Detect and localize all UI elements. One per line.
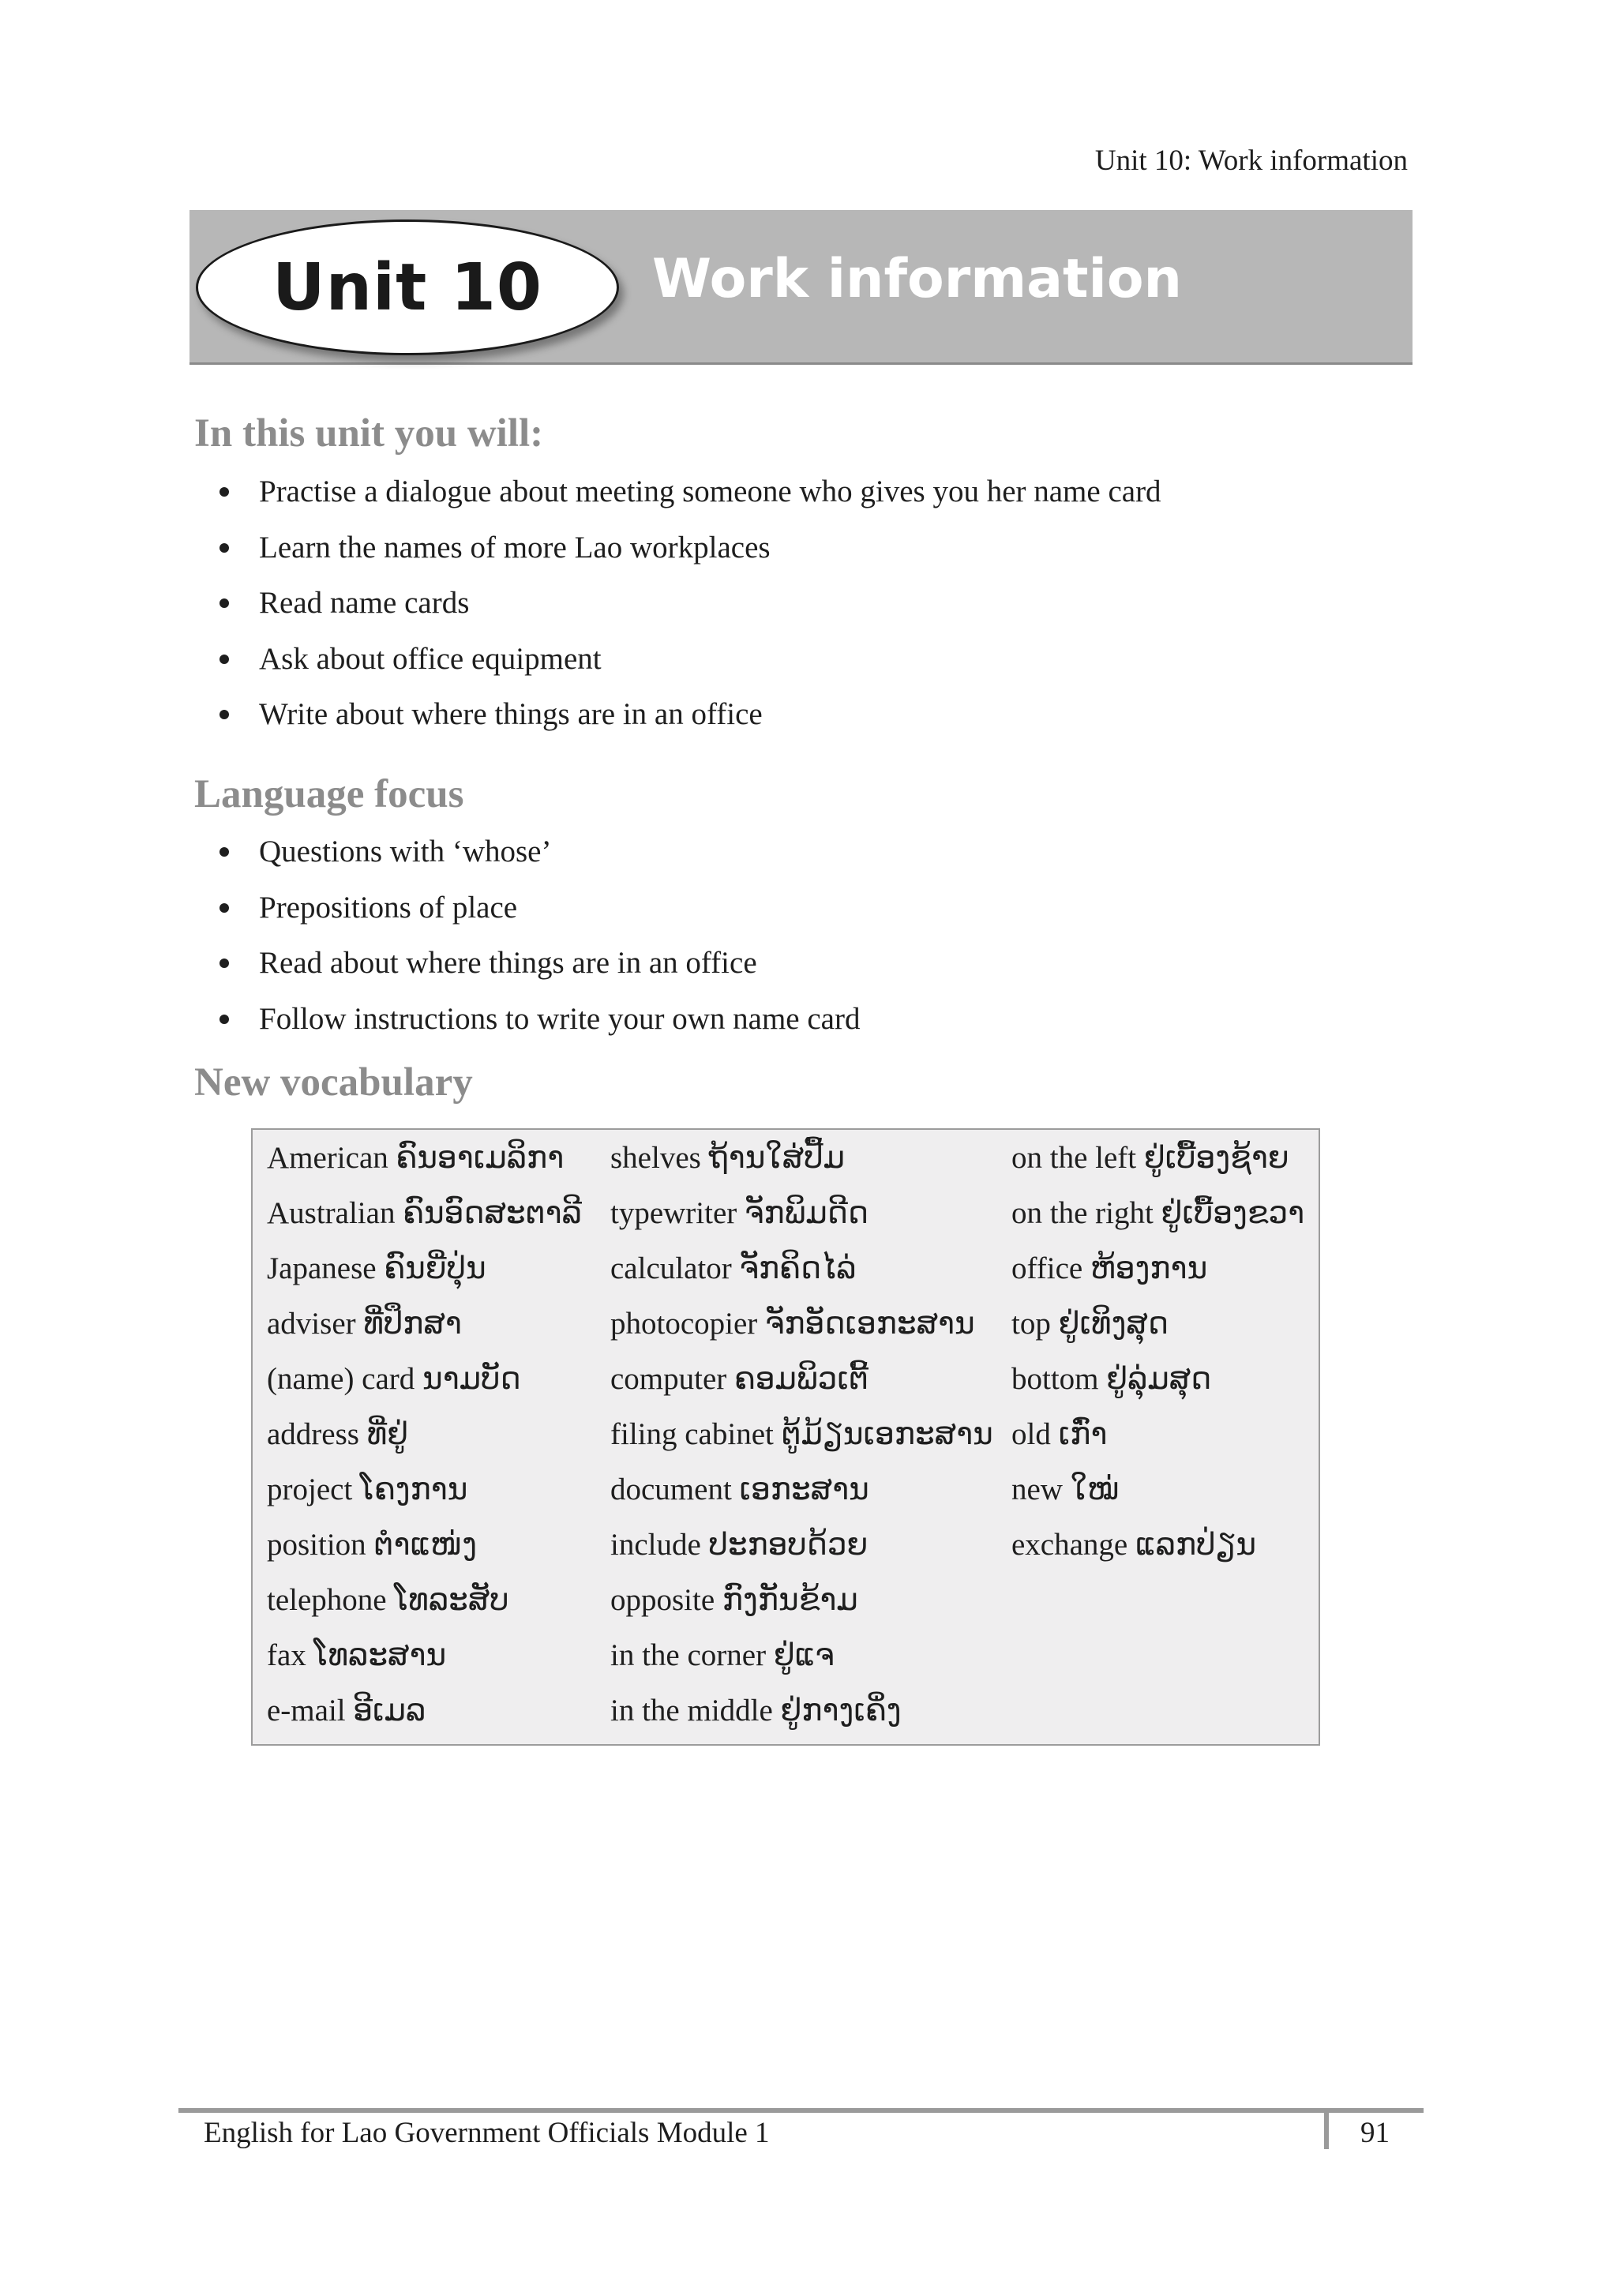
vocab-item: new ໃໝ່	[1011, 1473, 1120, 1506]
vocab-item: fax ໂທລະສານ	[267, 1638, 447, 1672]
vocab-item: in the corner ຢູ່ແຈ	[610, 1638, 835, 1672]
vocab-item: shelves ຖ້ານໃສ່ປື້ມ	[610, 1141, 845, 1175]
vocab-item: on the left ຢູ່ເບື້ອງຊ້າຍ	[1011, 1141, 1289, 1175]
vocab-item: on the right ຢູ່ເບື້ອງຂວາ	[1011, 1196, 1305, 1230]
page-number: 91	[1360, 2117, 1390, 2149]
unit-number: Unit 10	[272, 249, 542, 325]
vocab-item: project ໂຄງການ	[267, 1473, 468, 1506]
list-item: Read name cards	[259, 584, 1161, 640]
list-item: Follow instructions to write your own name card	[259, 1000, 860, 1056]
vocab-item: include ປະກອບດ້ວຍ	[610, 1528, 869, 1562]
vocab-item: filing cabinet ຕູ້ມ້ຽນເອກະສານ	[610, 1417, 993, 1451]
vocab-item: typewriter ຈັກພິມດີດ	[610, 1196, 869, 1230]
list-item: Ask about office equipment	[259, 640, 1161, 696]
vocab-item: opposite ກົງກັນຂ້າມ	[610, 1583, 858, 1617]
vocabulary-column-3	[1011, 1139, 1304, 1581]
vocab-item: telephone ໂທລະສັບ	[267, 1583, 509, 1617]
vocabulary-column-2	[610, 1139, 993, 1747]
vocab-item: position ຕຳແໜ່ງ	[267, 1528, 478, 1562]
vocab-item: address ທີ່ຢູ່	[267, 1417, 409, 1451]
footer-book-title: English for Lao Government Officials Module 1	[204, 2117, 770, 2149]
vocabulary-table	[251, 1128, 1320, 1746]
footer-rule	[178, 2108, 1424, 2113]
list-item: Questions with ‘whose’	[259, 833, 860, 889]
vocab-item: old ເກົ່າ	[1011, 1417, 1108, 1451]
unit-title: Work information	[652, 248, 1182, 310]
list-item: Prepositions of place	[259, 889, 860, 945]
vocab-item: bottom ຢູ່ລຸ່ມສຸດ	[1011, 1362, 1212, 1396]
vocab-item: exchange ແລກປ່ຽນ	[1011, 1528, 1257, 1562]
running-header: Unit 10: Work information	[1094, 144, 1408, 177]
objectives-list	[259, 473, 1161, 752]
language-focus-heading: Language focus	[194, 772, 464, 816]
list-item: Write about where things are in an office	[259, 696, 1161, 752]
vocab-item: computer ຄອມພິວເຕີ້	[610, 1362, 869, 1396]
vocab-item: in the middle ຢູ່ກາງເຄິ່ງ	[610, 1694, 902, 1728]
vocab-item: top ຢູ່ເທິງສຸດ	[1011, 1307, 1169, 1341]
unit-banner	[189, 210, 1413, 365]
vocab-item: adviser ທີ່ປຶກສາ	[267, 1307, 462, 1341]
vocab-item: (name) card ນາມບັດ	[267, 1362, 521, 1396]
vocab-item: American ຄົນອາເມລິກາ	[267, 1141, 565, 1175]
list-item: Read about where things are in an office	[259, 944, 860, 1000]
vocab-item: calculator ຈັກຄິດໄລ່	[610, 1251, 857, 1285]
language-focus-list	[259, 833, 860, 1056]
vocabulary-heading: New vocabulary	[194, 1060, 473, 1105]
vocab-item: photocopier ຈັກອັດເອກະສານ	[610, 1307, 975, 1341]
list-item: Learn the names of more Lao workplaces	[259, 529, 1161, 585]
vocab-item: document ເອກະສານ	[610, 1473, 869, 1506]
footer-separator	[1324, 2108, 1329, 2149]
vocab-item: Japanese ຄົນຍີ່ປຸ່ນ	[267, 1251, 486, 1285]
vocabulary-column-1	[267, 1139, 582, 1747]
vocab-item: e-mail ອີເມລ	[267, 1694, 426, 1728]
unit-badge	[196, 219, 619, 355]
vocab-item: office ຫ້ອງການ	[1011, 1251, 1208, 1285]
vocab-item: Australian ຄົນອົດສະຕາລີ	[267, 1196, 582, 1230]
list-item: Practise a dialogue about meeting someone who gives you her name card	[259, 473, 1161, 529]
objectives-heading: In this unit you will:	[194, 411, 544, 456]
